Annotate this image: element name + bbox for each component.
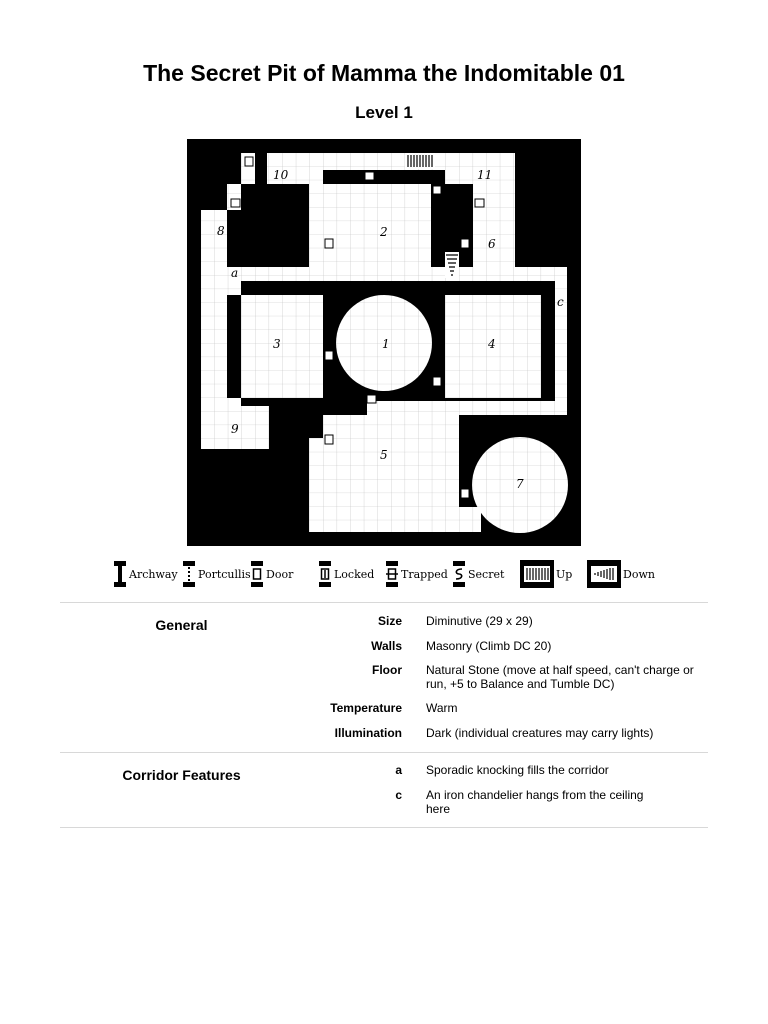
room-label-3: 3 (273, 337, 281, 351)
general-value-size: Diminutive (29 x 29) (426, 614, 533, 628)
corridor-key-c: c (395, 788, 402, 802)
legend-item-secret (452, 560, 504, 588)
legend-label: Portcullis (198, 567, 251, 581)
general-value-walls: Masonry (Climb DC 20) (426, 639, 552, 653)
general-key-illumination: Illumination (334, 726, 402, 740)
legend-label: Trapped (401, 567, 448, 581)
corridor-features-heading: Corridor Features (122, 767, 241, 783)
map-stairs-up (405, 153, 435, 169)
room-label-8: 8 (217, 224, 225, 238)
general-value-temperature: Warm (426, 701, 458, 715)
map-chamber-wall (323, 295, 333, 401)
level-title: Level 1 (355, 103, 413, 122)
room-label-2: 2 (380, 225, 388, 239)
legend-item-trapped (385, 560, 448, 588)
corridor-value-c: An iron chandelier hangs from the ceiling here (426, 788, 644, 816)
general-key-walls: Walls (371, 639, 402, 653)
legend-item-archway (113, 560, 178, 588)
secret-door-icon (452, 560, 466, 588)
map-legend (113, 560, 673, 590)
legend-item-down (587, 560, 655, 588)
legend-label: Locked (334, 567, 375, 581)
legend-label: Up (556, 567, 573, 581)
section-divider (60, 752, 708, 753)
general-heading: General (155, 617, 208, 633)
legend-item-portcullis (182, 560, 251, 588)
room-label-9: 9 (231, 422, 239, 436)
corridor-key-a: a (395, 763, 402, 777)
locked-door-icon (318, 560, 332, 588)
stairs-up-icon (520, 560, 554, 588)
room-label-5: 5 (380, 448, 388, 462)
room-label-10: 10 (273, 168, 289, 182)
room-label-1: 1 (382, 337, 390, 351)
room-label-4: 4 (488, 337, 496, 351)
portcullis-icon (182, 560, 196, 588)
corridor-label-c: c (557, 295, 564, 309)
general-key-floor: Floor (372, 663, 402, 677)
legend-item-up (520, 560, 572, 588)
corridor-label-a: a (231, 266, 239, 280)
room-label-7: 7 (516, 477, 524, 491)
section-divider (60, 602, 708, 603)
general-value-illumination: Dark (individual creatures may carry lights) (426, 726, 654, 740)
dungeon-map (187, 139, 581, 546)
section-divider (60, 827, 708, 828)
legend-label: Down (623, 567, 655, 581)
legend-label: Door (266, 567, 294, 581)
general-key-temperature: Temperature (330, 701, 402, 715)
archway-icon (113, 560, 127, 588)
legend-label: Archway (129, 567, 178, 581)
page-title: The Secret Pit of Mamma the Indomitable 01 (143, 60, 625, 86)
trapped-door-icon (385, 560, 399, 588)
door-icon (250, 560, 264, 588)
legend-label: Secret (468, 567, 505, 581)
room-label-6: 6 (488, 237, 496, 251)
legend-item-locked (318, 560, 374, 588)
general-value-floor: Natural Stone (move at half speed, can't charge or run, +5 to Balance and Tumble DC) (426, 663, 694, 691)
general-key-size: Size (377, 614, 402, 628)
corridor-value-a: Sporadic knocking fills the corridor (426, 763, 609, 777)
map-stairs-down (445, 252, 459, 278)
stairs-down-icon (587, 560, 621, 588)
legend-item-door (250, 560, 293, 588)
room-label-11: 11 (477, 168, 493, 182)
